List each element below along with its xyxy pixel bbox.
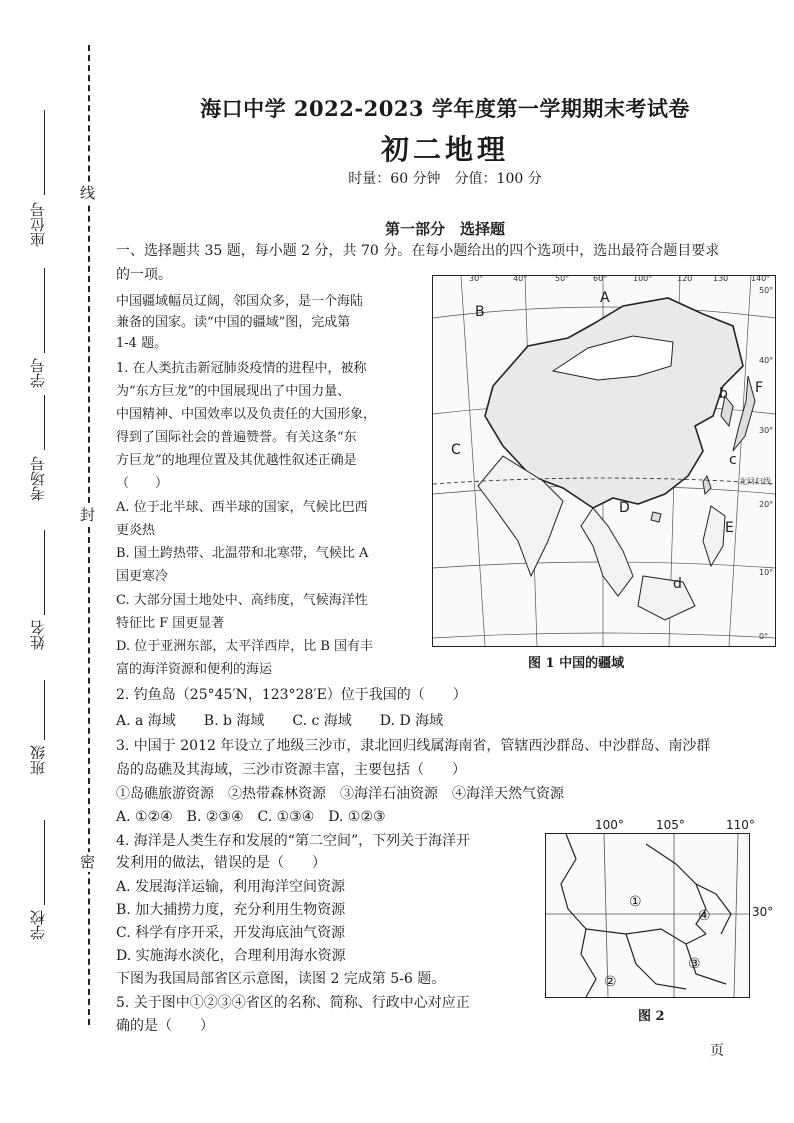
lon-tick-60: 60° [593, 274, 608, 283]
lat-tick-50: 50° [759, 286, 774, 295]
school-label: 学校 [29, 910, 47, 940]
map2-label-1: ① [629, 894, 642, 910]
seat-rule [44, 110, 45, 195]
name-label: 姓名 [29, 620, 47, 650]
page-footer: 页 [710, 1043, 724, 1059]
china-territory-map [432, 275, 776, 647]
q4-option-c: C. 科学有序开采，开发海底油气资源 [116, 925, 346, 941]
seat-label: 座位号 [29, 202, 47, 247]
q4-stem-2: 发利用的做法，错误的是（ ） [116, 855, 326, 871]
map-label-E: E [725, 520, 734, 536]
lon-tick-140: 140° [751, 274, 771, 283]
map-label-d: d [673, 576, 682, 592]
map2-label-3: ③ [688, 956, 701, 972]
class-label: 班级 [29, 745, 47, 775]
exam-meta: 时量：60 分钟 分值：100 分 [348, 171, 542, 187]
seal-char-seal: 封 [80, 506, 96, 524]
lon-tick-40: 40° [513, 274, 528, 283]
china-territory-map-drawing [433, 276, 775, 646]
intro-line-2: 兼备的国家。读“中国的疆域”图，完成第 [116, 315, 351, 330]
section-title: 第一部分 选择题 [384, 220, 505, 238]
map1-caption: 图 1 中国的疆域 [528, 656, 625, 671]
q3-options: A. ①②④ B. ②③④ C. ①③④ D. ①②③ [116, 809, 386, 825]
q4-stem-1: 4. 海洋是人类生存和发展的“第二空间”，下列关于海洋开 [116, 833, 471, 849]
map-label-B: B [475, 304, 485, 320]
q3-stem-1: 3. 中国于 2012 年设立了地级三沙市，隶北回归线属海南省，管辖西沙群岛、中沙群岛、南沙群 [116, 738, 711, 754]
map-label-C: C [451, 442, 461, 458]
seal-char-line: 线 [80, 184, 96, 202]
q1-option-c-1: C. 大部分国土地处中、高纬度，气候海洋性 [116, 593, 368, 608]
room-rule [44, 395, 45, 450]
q2-options: A. a 海域 B. b 海域 C. c 海域 D. D 海域 [116, 713, 444, 729]
tropic-of-cancer-label: 北回归线 [739, 477, 771, 486]
intro-line-1: 中国疆域幅员辽阔，邻国众多，是一个海陆 [116, 294, 364, 309]
lon-tick-30: 30° [469, 274, 484, 283]
lon-tick-130: 130 [713, 274, 729, 283]
q4-option-d: D. 实施海水淡化，合理利用海水资源 [116, 948, 346, 964]
name-rule [44, 530, 45, 615]
map2-lon-100: 100° [595, 818, 624, 832]
map-label-c: c [729, 452, 737, 468]
lat-tick-40: 40° [759, 356, 774, 365]
map2-lat-30: 30° [752, 905, 774, 919]
lat-tick-10: 10° [759, 568, 774, 577]
instruction-line-1: 一、选择题共 35 题，每小题 2 分，共 70 分。在每小题给出的四个选项中，选出最符合题目要求 [116, 243, 720, 259]
q4-option-a: A. 发展海洋运输，利用海洋空间资源 [116, 879, 346, 895]
class-rule [44, 680, 45, 740]
q1-option-a-2: 更炎热 [116, 523, 156, 538]
lat-tick-20: 20° [759, 500, 774, 509]
lon-tick-100: 100° [633, 274, 653, 283]
q1-option-a-1: A. 位于北半球、西半球的国家，气候比巴西 [116, 500, 368, 515]
map2-label-4: ④ [698, 908, 711, 924]
province-map [545, 833, 750, 998]
map2-lon-105: 105° [656, 818, 685, 832]
map2-lon-110: 110° [726, 818, 755, 832]
map2-label-2: ② [604, 974, 617, 990]
q1-line-3: 中国精神、中国效率以及负责任的大国形象， [116, 407, 377, 422]
room-label: 考场号 [29, 456, 47, 501]
q3-items: ①岛礁旅游资源 ②热带森林资源 ③海洋石油资源 ④海洋天然气资源 [116, 786, 564, 802]
map2-intro: 下图为我国局部省区示意图，读图 2 完成第 5-6 题。 [116, 971, 446, 987]
q3-stem-2: 岛的岛礁及其海域，三沙市资源丰富，主要包括（ ） [116, 762, 466, 778]
q5-stem-2: 确的是（ ） [116, 1018, 214, 1034]
q2-stem: 2. 钓鱼岛（25°45′N，123°28′E）位于我国的（ ） [116, 687, 467, 703]
q1-line-2: 为“东方巨龙”的中国展现出了中国力量、 [116, 384, 351, 399]
lon-tick-50: 50° [555, 274, 570, 283]
q1-option-b-1: B. 国土跨热带、北温带和北寒带，气候比 A [116, 546, 369, 561]
map2-caption: 图 2 [638, 1009, 665, 1024]
q1-line-1: 1. 在人类抗击新冠肺炎疫情的进程中，被称 [116, 361, 367, 376]
q4-option-b: B. 加大捕捞力度，充分利用生物资源 [116, 902, 346, 918]
intro-line-3: 1-4 题。 [116, 336, 168, 351]
instruction-line-2: 的一项。 [116, 267, 172, 283]
seal-char-secret: 密 [80, 853, 96, 871]
q1-option-d-1: D. 位于亚洲东部，太平洋西岸，比 B 国有丰 [116, 639, 374, 654]
map-label-b: b [719, 386, 728, 402]
q1-line-4: 得到了国际社会的普遍赞誉。有关这条“东 [116, 430, 357, 445]
lon-tick-120: 120 [677, 274, 693, 283]
lat-tick-30: 30° [759, 426, 774, 435]
exam-subject: 初二地理 [380, 133, 509, 166]
q1-option-b-2: 国更寒冷 [116, 569, 169, 584]
exam-no-rule [44, 268, 45, 353]
province-map-drawing [546, 834, 749, 997]
exam-title: 海口中学 2022-2023 学年度第一学期期末考试卷 [200, 96, 690, 121]
lat-tick-0: 0° [759, 632, 769, 641]
school-rule [44, 820, 45, 905]
q1-line-5: 方巨龙”的地理位置及其优越性叙述正确是 [116, 453, 357, 468]
map-label-D: D [619, 500, 630, 516]
q1-line-6: （ ） [116, 476, 169, 491]
map-label-A: A [600, 290, 610, 306]
exam-no-label: 学号 [29, 358, 47, 388]
map-label-F: F [755, 380, 764, 396]
q5-stem-1: 5. 关于图中①②③④省区的名称、简称、行政中心对应正 [116, 995, 470, 1011]
q1-option-d-2: 富的海洋资源和便利的海运 [116, 662, 273, 677]
q1-option-c-2: 特征比 F 国更显著 [116, 616, 225, 631]
